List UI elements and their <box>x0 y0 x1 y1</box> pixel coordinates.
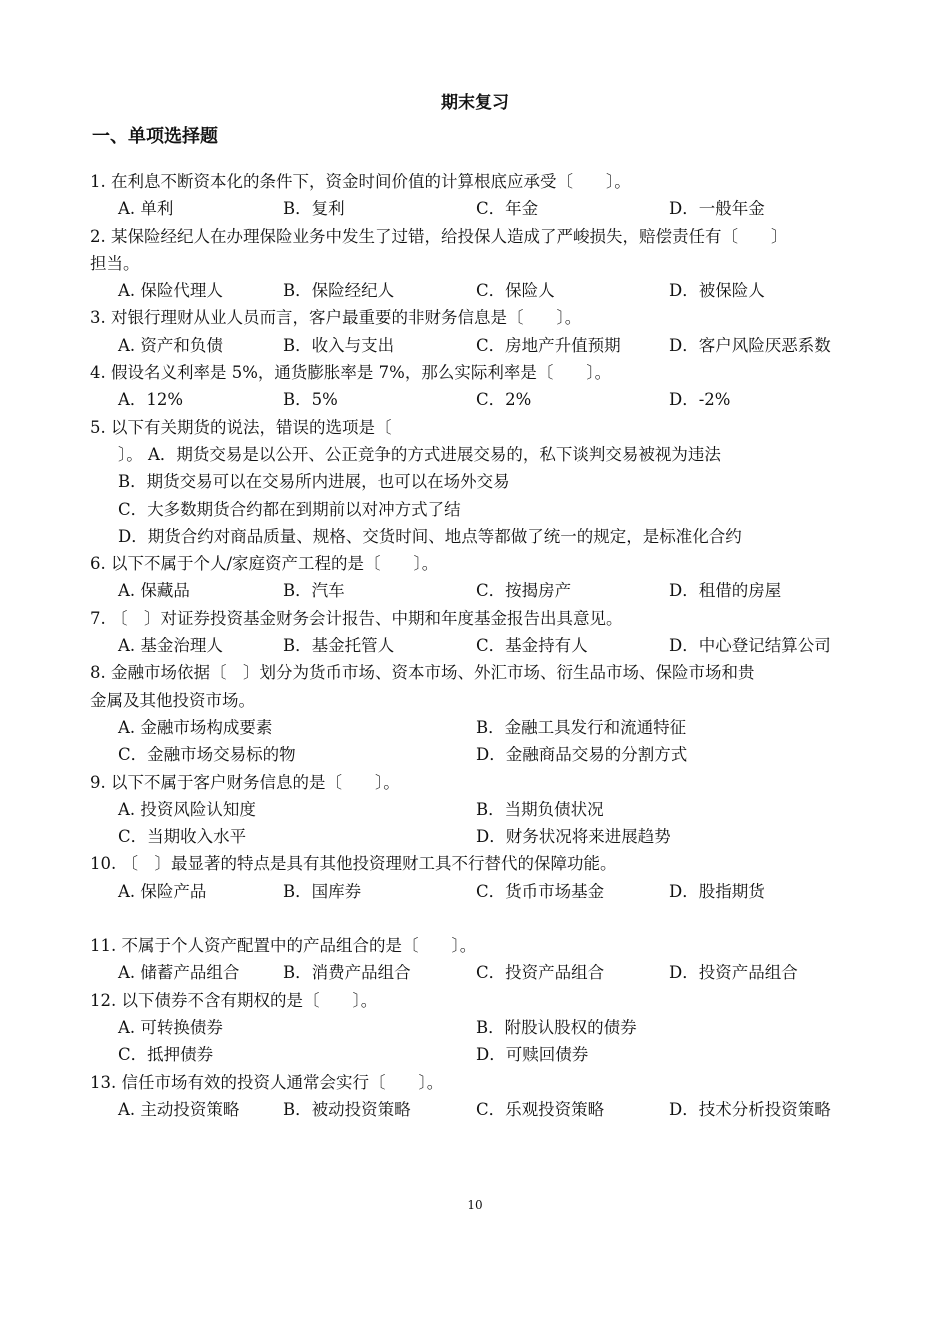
question-4-options <box>90 386 870 413</box>
option-a: A. 基金治理人 <box>118 636 223 656</box>
question-list <box>90 168 870 1123</box>
option-c: C．当期收入水平 <box>118 827 247 847</box>
option-d: D．被保险人 <box>669 281 765 301</box>
option-c: C．金融市场交易标的物 <box>118 745 296 765</box>
option-a: A. 投资风险认知度 <box>118 799 256 819</box>
option-d: D．金融商品交易的分割方式 <box>476 745 688 765</box>
page-number: 10 <box>467 1198 483 1212</box>
option-c: C．基金持有人 <box>476 636 588 656</box>
question-5-option-b-line: B．期货交易可以在交易所内进展，也可以在场外交易 <box>118 472 510 492</box>
option-a: A. 储蓄产品组合 <box>118 963 240 983</box>
option-a: A. 可转换债券 <box>118 1017 223 1037</box>
option-b: B．被动投资策略 <box>283 1099 411 1119</box>
option-b: B．保险经纪人 <box>283 281 395 301</box>
option-b: B．汽车 <box>283 581 345 601</box>
question-9-options-row-2 <box>90 823 870 850</box>
option-d: D．中心登记结算公司 <box>669 636 831 656</box>
option-b: B．国库券 <box>283 881 362 901</box>
option-c: C．抵押债券 <box>118 1045 214 1065</box>
option-a: A. 保藏品 <box>118 581 190 601</box>
question-8-stem-cont: 金属及其他投资市场。 <box>90 690 255 710</box>
option-c: C．房地产升值预期 <box>476 335 621 355</box>
option-d: D．客户风险厌恶系数 <box>669 335 831 355</box>
question-11-stem: 11. 不属于个人资产配置中的产品组合的是〔 〕。 <box>90 936 477 956</box>
question-6-stem: 6. 以下不属于个人/家庭资产工程的是〔 〕。 <box>90 554 439 574</box>
question-13-stem: 13. 信任市场有效的投资人通常会实行〔 〕。 <box>90 1072 444 1092</box>
question-12-stem: 12. 以下债券不含有期权的是〔 〕。 <box>90 990 378 1010</box>
option-d: D．-2% <box>669 390 731 410</box>
option-b: B．基金托管人 <box>283 636 395 656</box>
option-d: D．可赎回债券 <box>476 1045 589 1065</box>
option-a: A. 保险代理人 <box>118 281 223 301</box>
question-3-options <box>90 332 870 359</box>
question-6-options <box>90 577 870 604</box>
page-title: 期末复习 <box>441 93 509 113</box>
option-a: A．12% <box>118 390 184 410</box>
question-10-options <box>90 878 870 905</box>
question-2-stem-cont: 担当。 <box>90 253 140 273</box>
question-7-stem: 7. 〔 〕对证券投资基金财务会计报告、中期和年度基金报告出具意见。 <box>90 608 623 628</box>
question-3-stem: 3. 对银行理财从业人员而言，客户最重要的非财务信息是〔 〕。 <box>90 308 582 328</box>
option-c: C．乐观投资策略 <box>476 1099 605 1119</box>
question-12-options-row-2 <box>90 1041 870 1068</box>
option-b: B．消费产品组合 <box>283 963 411 983</box>
option-d: D．投资产品组合 <box>669 963 798 983</box>
question-4-stem: 4. 假设名义利率是 5%，通货膨胀率是 7%，那么实际利率是〔 〕。 <box>90 363 612 383</box>
question-2-stem: 2. 某保险经纪人在办理保险业务中发生了过错，给投保人造成了严峻损失，赔偿责任有〔 〕 <box>90 226 788 246</box>
option-d: D．股指期货 <box>669 881 765 901</box>
section-heading: 一、单项选择题 <box>92 126 218 147</box>
option-b: B．当期负债状况 <box>476 799 604 819</box>
question-8-options-row-2 <box>90 741 870 768</box>
option-a: A. 保险产品 <box>118 881 207 901</box>
question-13-options <box>90 1096 870 1123</box>
option-c: C．年金 <box>476 199 539 219</box>
option-b: B．附股认股权的债券 <box>476 1017 637 1037</box>
question-8-options-row-1 <box>90 714 870 741</box>
option-c: C．保险人 <box>476 281 555 301</box>
option-a: A. 金融市场构成要素 <box>118 717 273 737</box>
question-7-options <box>90 632 870 659</box>
question-1-stem: 1. 在利息不断资本化的条件下，资金时间价值的计算根底应承受〔 〕。 <box>90 172 631 191</box>
option-d: D．一般年金 <box>669 199 765 219</box>
option-c: C．按揭房产 <box>476 581 572 601</box>
question-12-options-row-1 <box>90 1014 870 1041</box>
option-a: A. 主动投资策略 <box>118 1099 240 1119</box>
option-b: B．5% <box>283 390 338 410</box>
option-d: D．技术分析投资策略 <box>669 1099 831 1119</box>
spacer <box>90 905 870 932</box>
question-2-options <box>90 277 870 304</box>
question-5-option-c-line: C．大多数期货合约都在到期前以对冲方式了结 <box>118 499 461 519</box>
question-5-option-d-line: D．期货合约对商品质量、规格、交货时间、地点等都做了统一的规定，是标准化合约 <box>118 526 742 546</box>
question-1-options <box>90 195 870 222</box>
question-8-stem: 8. 金融市场依据〔 〕划分为货币市场、资本市场、外汇市场、衍生品市场、保险市场和贵 <box>90 663 755 683</box>
question-9-options-row-1 <box>90 796 870 823</box>
option-b: B．金融工具发行和流通特征 <box>476 717 687 737</box>
option-d: D．财务状况将来进展趋势 <box>476 827 671 847</box>
option-a: A. 资产和负债 <box>118 335 223 355</box>
question-5-stem: 5. 以下有关期货的说法，错误的选项是〔 <box>90 417 392 437</box>
option-c: C．2% <box>476 390 532 410</box>
option-c: C．货币市场基金 <box>476 881 605 901</box>
question-11-options <box>90 959 870 986</box>
option-d: D．租借的房屋 <box>669 581 782 601</box>
option-b: B．收入与支出 <box>283 335 395 355</box>
question-5-option-a-line: 〕。 A．期货交易是以公开、公正竞争的方式进展交易的，私下谈判交易被视为违法 <box>118 444 721 464</box>
option-b: B．复利 <box>283 199 345 219</box>
question-9-stem: 9. 以下不属于客户财务信息的是〔 〕。 <box>90 772 400 792</box>
option-c: C．投资产品组合 <box>476 963 605 983</box>
question-10-stem: 10. 〔 〕最显著的特点是具有其他投资理财工具不行替代的保障功能。 <box>90 854 617 874</box>
option-a: A. 单利 <box>118 199 174 219</box>
